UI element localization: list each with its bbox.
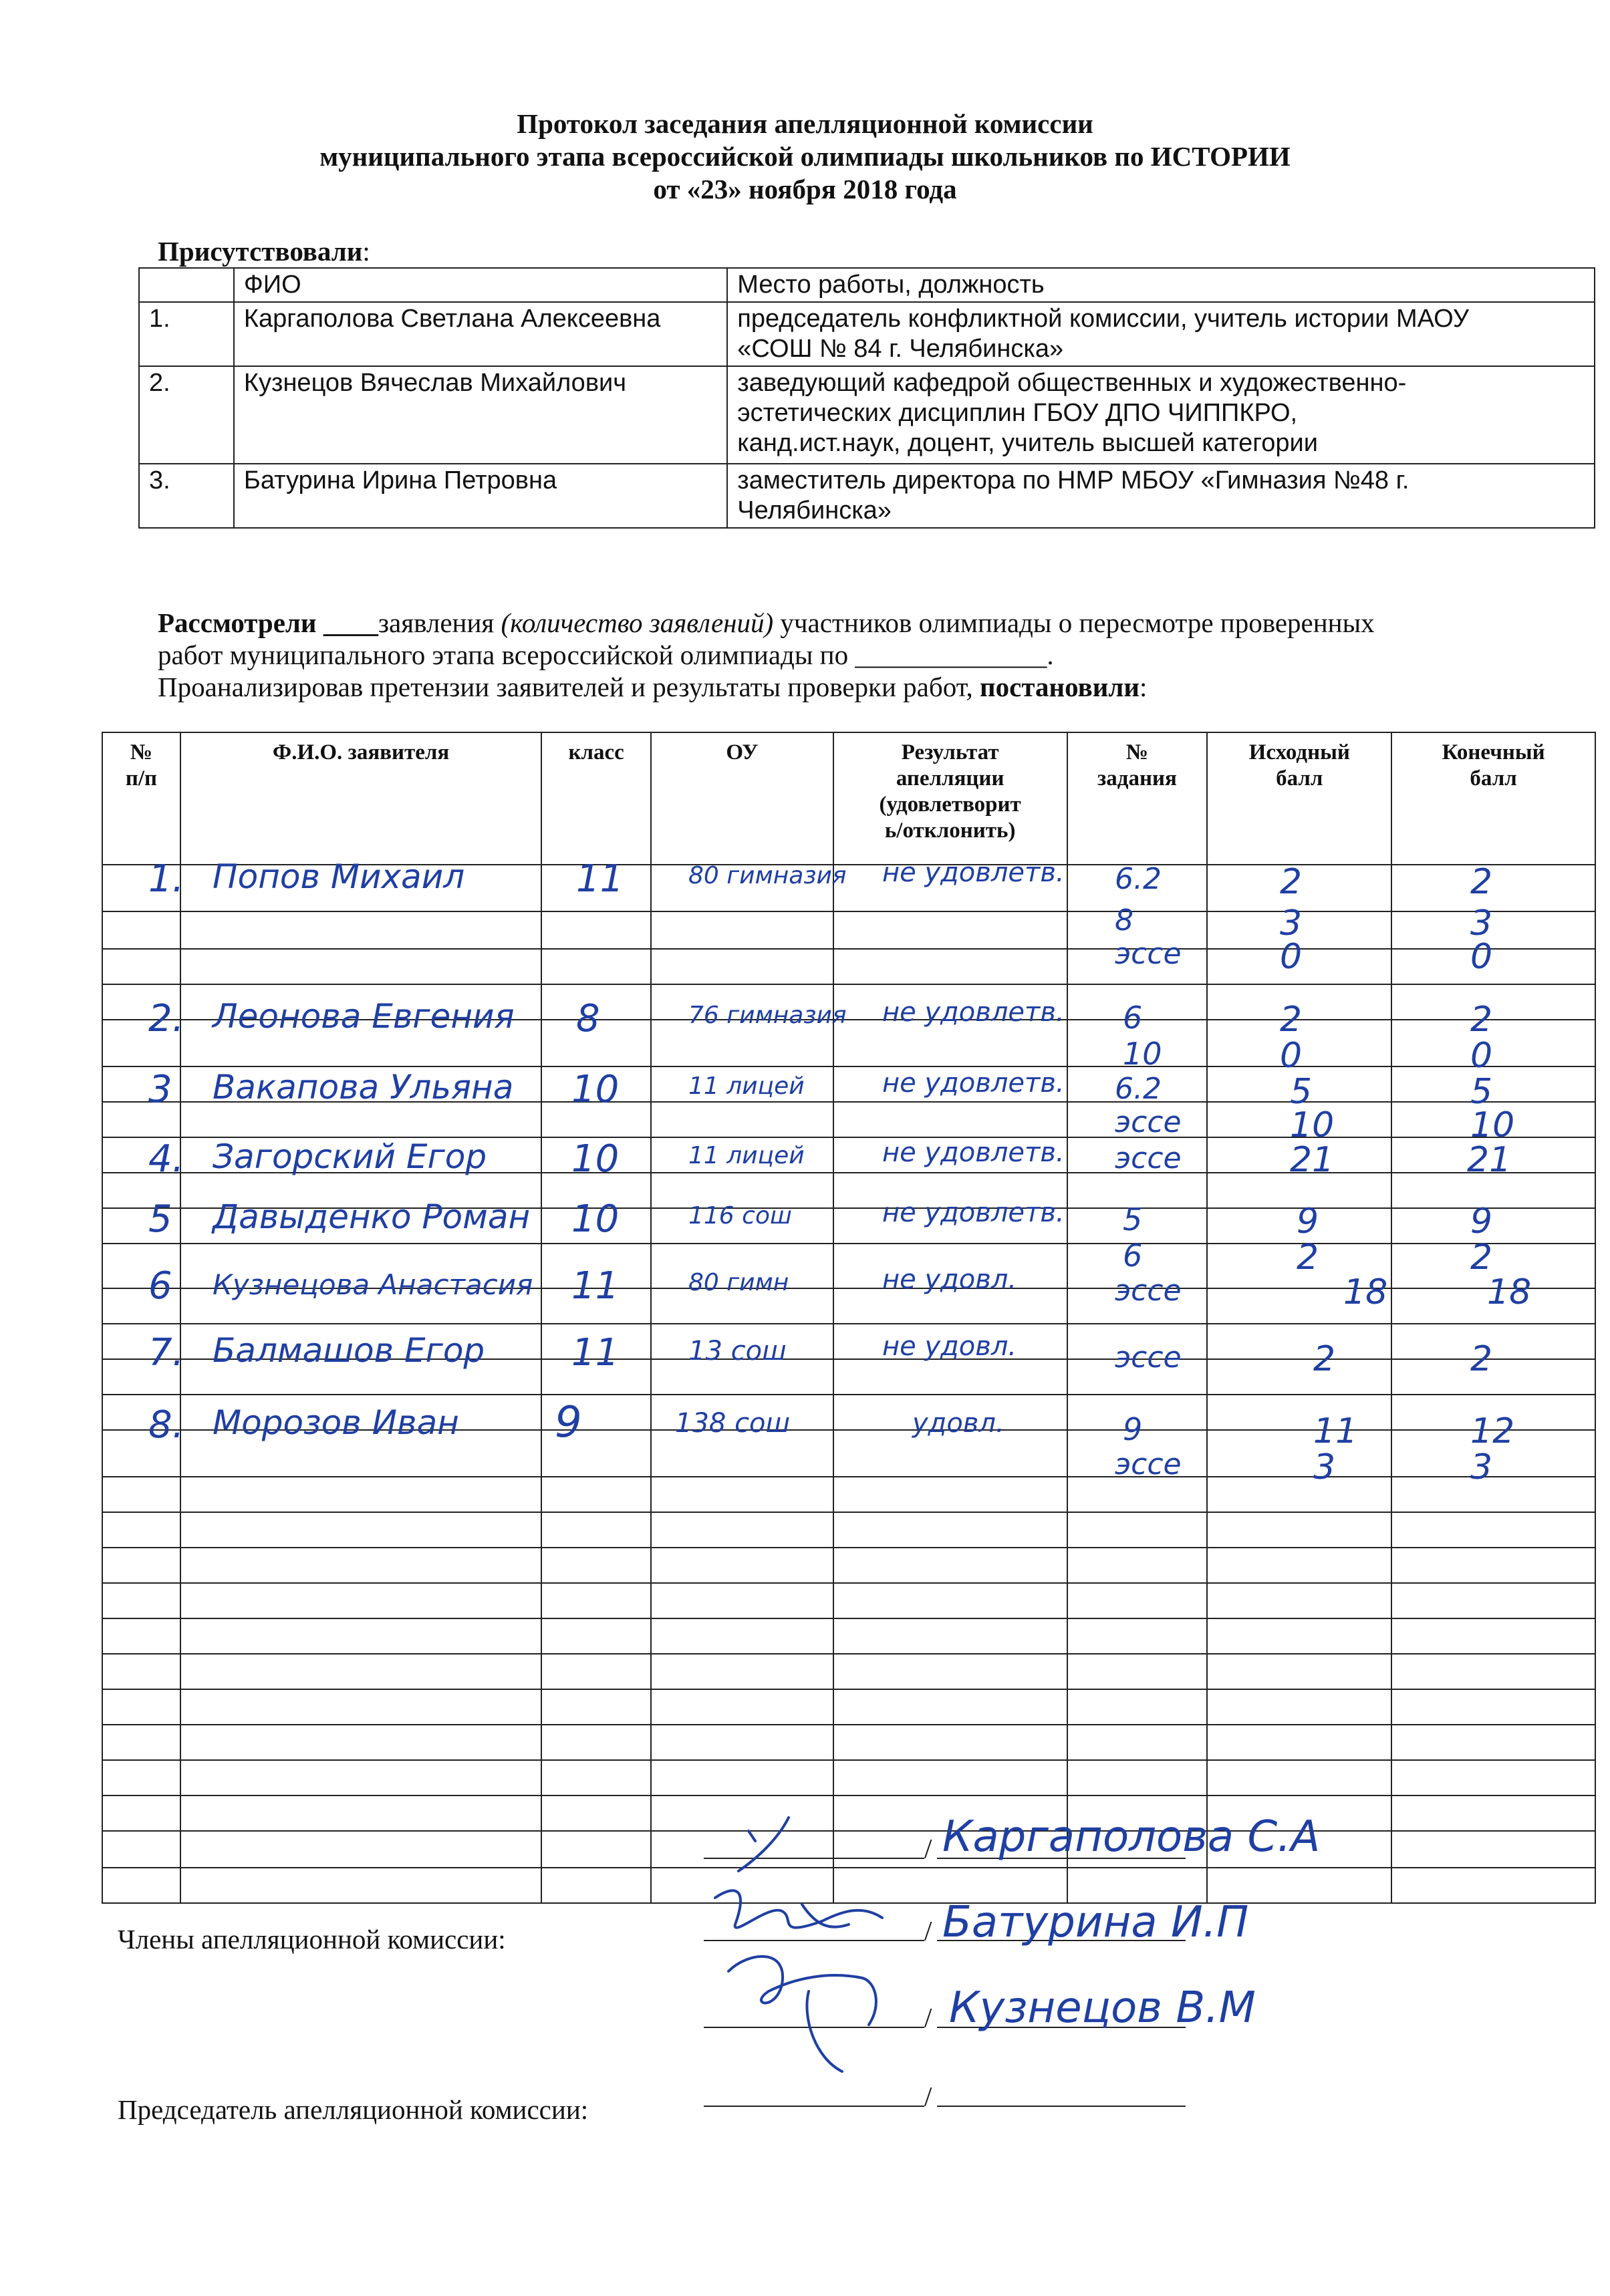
results-cell [1391, 1548, 1595, 1583]
protocol-date: от «23» ноября 2018 года [653, 174, 957, 204]
results-cell [541, 1689, 651, 1725]
entry-task: 6.2 [1115, 862, 1162, 896]
results-cell [1391, 1359, 1595, 1395]
member-name: Кузнецов Вячеслав Михайлович [234, 366, 727, 464]
entry-initial: 2 [1297, 1238, 1319, 1278]
entry-school: 11 лицей [688, 1072, 805, 1100]
results-cell [833, 1760, 1067, 1796]
results-row [102, 1477, 1595, 1512]
entry-name: Загорский Егор [213, 1137, 487, 1176]
results-row [102, 1102, 1595, 1137]
results-cell [102, 1831, 180, 1868]
results-cell [541, 1868, 651, 1903]
entry-num: 4. [148, 1137, 184, 1181]
col-fio: ФИО [234, 268, 727, 302]
results-cell [1391, 1725, 1595, 1760]
entry-initial: 0 [1280, 1036, 1303, 1076]
entry-final: 3 [1470, 903, 1493, 944]
present-table [138, 267, 1595, 529]
header-school: ОУ [651, 732, 833, 865]
entry-initial: 21 [1290, 1140, 1335, 1180]
results-cell [1067, 1689, 1208, 1725]
results-cell [541, 1512, 651, 1548]
entry-initial: 0 [1280, 937, 1303, 977]
results-cell [1067, 1654, 1208, 1689]
entry-initial: 10 [1290, 1105, 1335, 1145]
results-cell [102, 1868, 180, 1903]
results-cell [180, 1583, 541, 1618]
entry-result: не удовлетв. [882, 1068, 1065, 1099]
results-cell [1391, 1324, 1595, 1359]
results-cell [1207, 1548, 1391, 1583]
entry-num: 2. [148, 997, 184, 1040]
results-cell [102, 1796, 180, 1831]
results-cell [1207, 1583, 1391, 1618]
results-cell [651, 949, 833, 984]
name-line [937, 2106, 1186, 2107]
slash: / [924, 2081, 932, 2112]
entry-grade: 10 [571, 1068, 620, 1111]
results-cell [102, 1583, 180, 1618]
header-num: № п/п [102, 732, 180, 865]
results-cell [180, 1654, 541, 1689]
results-cell [541, 911, 651, 949]
results-cell [1207, 1689, 1391, 1725]
handwritten-name: Кузнецов В.М [949, 1983, 1256, 2033]
results-cell [180, 1102, 541, 1137]
results-cell [1391, 949, 1595, 984]
entry-school: 76 гимназия [688, 1002, 847, 1029]
results-cell [180, 1831, 541, 1868]
results-cell [180, 1796, 541, 1831]
entry-initial: 18 [1343, 1272, 1388, 1312]
results-cell [1207, 1654, 1391, 1689]
header-task: № задания [1067, 732, 1208, 865]
results-cell [833, 1512, 1067, 1548]
entry-name: Кузнецова Анастасия [213, 1268, 533, 1301]
results-cell [102, 1654, 180, 1689]
entry-school: 80 гимназия [688, 862, 847, 889]
entry-school: 138 сош [675, 1408, 791, 1439]
entry-result: не удовл. [882, 1331, 1017, 1362]
results-cell [651, 1618, 833, 1654]
results-cell [833, 1477, 1067, 1512]
results-cell [833, 911, 1067, 949]
results-cell [1391, 1654, 1595, 1689]
entry-final: 0 [1470, 937, 1493, 977]
entry-task: 10 [1123, 1036, 1162, 1072]
results-cell [651, 1689, 833, 1725]
results-cell [180, 1548, 541, 1583]
results-cell [651, 1512, 833, 1548]
results-cell [541, 1618, 651, 1654]
results-cell [833, 1102, 1067, 1137]
considered-line-3: Проанализировав претензии заявителей и результаты проверки работ, постановили: [158, 672, 1148, 702]
results-cell [541, 1796, 651, 1831]
results-cell [1391, 1583, 1595, 1618]
results-cell [102, 1548, 180, 1583]
results-row [102, 1725, 1595, 1760]
results-cell [1391, 1689, 1595, 1725]
results-cell [833, 1689, 1067, 1725]
results-cell [541, 1583, 651, 1618]
entry-grade: 11 [576, 857, 624, 901]
results-cell [102, 911, 180, 949]
results-cell [1391, 1477, 1595, 1512]
members-label: Члены апелляционной комиссии: [118, 1924, 506, 1955]
results-cell [1391, 1208, 1595, 1244]
results-cell [651, 1654, 833, 1689]
entry-final: 9 [1470, 1201, 1493, 1242]
results-cell [541, 1548, 651, 1583]
results-row [102, 1512, 1595, 1548]
results-cell [833, 1359, 1067, 1395]
slash: / [924, 1833, 932, 1864]
results-cell [541, 1654, 651, 1689]
results-cell [541, 1477, 651, 1512]
entry-task: 6 [1123, 1000, 1143, 1036]
entry-result: не удовлетв. [882, 1197, 1065, 1228]
entry-task: эссе [1115, 937, 1182, 971]
results-cell [1391, 1512, 1595, 1548]
signature-scribbles [708, 1804, 929, 2085]
results-cell [1067, 1548, 1208, 1583]
results-cell [651, 1760, 833, 1796]
entry-final: 21 [1467, 1140, 1512, 1180]
header-applicant: Ф.И.О. заявителя [180, 732, 541, 865]
results-cell [102, 949, 180, 984]
results-cell [1207, 1512, 1391, 1548]
results-cell [1207, 1477, 1391, 1512]
entry-school: 116 сош [688, 1202, 792, 1230]
results-cell [833, 1583, 1067, 1618]
results-cell [1207, 1359, 1391, 1395]
entry-initial: 9 [1297, 1201, 1319, 1242]
entry-result: не удовлетв. [882, 857, 1065, 888]
results-cell [833, 949, 1067, 984]
entry-result: не удовл. [882, 1264, 1017, 1295]
entry-initial: 3 [1280, 903, 1303, 944]
entry-grade: 10 [571, 1137, 620, 1181]
results-cell [1207, 1725, 1391, 1760]
member-place: председатель конфликтной комиссии, учитель истории МАОУ «СОШ № 84 г. Челябинска» [727, 302, 1595, 366]
entry-school: 80 гимн [688, 1269, 789, 1296]
results-cell [1391, 911, 1595, 949]
entry-task: эссе [1115, 1105, 1182, 1139]
entry-name: Давыденко Роман [213, 1197, 531, 1236]
entry-grade: 10 [571, 1197, 620, 1241]
entry-task: эссе [1115, 1274, 1182, 1308]
entry-grade: 9 [555, 1398, 582, 1447]
entry-task: эссе [1115, 1447, 1182, 1481]
results-cell [651, 1725, 833, 1760]
results-cell [651, 911, 833, 949]
results-cell [1067, 1477, 1208, 1512]
entry-result: удовл. [912, 1408, 1004, 1439]
present-header-row [139, 268, 1595, 302]
member-place: заместитель директора по НМР МБОУ «Гимназия №48 г. Челябинска» [727, 464, 1595, 528]
results-cell [180, 1760, 541, 1796]
results-cell [1067, 1725, 1208, 1760]
present-row: 2. Кузнецов Вячеслав Михайлович заведующий кафедрой общественных и художественно- эстетических дисциплин ГБОУ ДПО ЧИППКРО, канд.ист.наук, доцент, учитель высшей категории [139, 366, 1595, 464]
results-cell [1067, 1760, 1208, 1796]
results-row [102, 1548, 1595, 1583]
entry-task: эссе [1115, 1141, 1182, 1175]
results-cell [1391, 865, 1595, 911]
protocol-subtitle: муниципального этапа всероссийской олимпиады школьников по ИСТОРИИ [319, 141, 1291, 172]
chair-label: Председатель апелляционной комиссии: [118, 2094, 589, 2125]
results-cell [833, 1654, 1067, 1689]
results-cell [180, 1689, 541, 1725]
results-table [102, 732, 1596, 1904]
entry-initial: 2 [1313, 1339, 1336, 1379]
protocol-title: Протокол заседания апелляционной комиссии [517, 108, 1093, 139]
results-cell [102, 1689, 180, 1725]
entry-name: Морозов Иван [213, 1403, 459, 1442]
entry-final: 10 [1470, 1105, 1515, 1145]
results-cell [102, 1618, 180, 1654]
results-cell [541, 1760, 651, 1796]
results-cell [651, 1548, 833, 1583]
entry-initial: 2 [1280, 862, 1303, 902]
entry-final: 18 [1487, 1272, 1532, 1312]
entry-task: 5 [1123, 1201, 1143, 1238]
results-cell [1207, 1760, 1391, 1796]
entry-initial: 5 [1290, 1072, 1313, 1112]
member-name: Батурина Ирина Петровна [234, 464, 727, 528]
entry-task: 9 [1123, 1411, 1143, 1447]
results-row [102, 1618, 1595, 1654]
results-cell [180, 1618, 541, 1654]
entry-task: 6.2 [1115, 1072, 1162, 1106]
entry-num: 5 [148, 1197, 172, 1241]
results-cell [1391, 1760, 1595, 1796]
results-row [102, 911, 1595, 949]
results-cell [102, 1512, 180, 1548]
entry-initial: 11 [1313, 1411, 1358, 1451]
results-cell [833, 1725, 1067, 1760]
results-cell [833, 1548, 1067, 1583]
results-row [102, 1760, 1595, 1796]
results-cell [1207, 1618, 1391, 1654]
header-initial-score: Исходный балл [1207, 732, 1391, 865]
results-header-row [102, 732, 1595, 865]
entry-name: Попов Михаил [213, 857, 465, 896]
entry-task: 8 [1115, 903, 1133, 938]
results-cell [541, 949, 651, 984]
entry-num: 3 [148, 1068, 172, 1111]
results-cell [651, 1583, 833, 1618]
entry-result: не удовлетв. [882, 1137, 1065, 1168]
results-cell [1391, 1796, 1595, 1831]
results-cell [1391, 1831, 1595, 1868]
handwritten-name: Каргаполова С.А [942, 1812, 1321, 1862]
considered-line-1: Рассмотрели ____заявления (количество заявлений) участников олимпиады о пересмотре проверенных [158, 607, 1375, 638]
results-cell [541, 1831, 651, 1868]
entry-grade: 11 [571, 1264, 620, 1308]
results-cell [102, 1477, 180, 1512]
entry-grade: 8 [576, 997, 600, 1040]
results-cell [180, 1868, 541, 1903]
entry-final: 2 [1470, 1339, 1493, 1379]
results-cell [1207, 1324, 1391, 1359]
member-name: Каргаполова Светлана Алексеевна [234, 302, 727, 366]
results-row [102, 1654, 1595, 1689]
results-row [102, 1583, 1595, 1618]
entry-grade: 11 [571, 1331, 620, 1375]
entry-initial: 2 [1280, 1000, 1303, 1040]
results-cell [1067, 1512, 1208, 1548]
entry-final: 5 [1470, 1072, 1493, 1112]
entry-name: Леонова Евгения [213, 997, 515, 1036]
entry-task: 6 [1123, 1238, 1143, 1274]
results-cell [1391, 1868, 1595, 1903]
entry-final: 2 [1470, 1000, 1493, 1040]
signature-line [704, 2106, 924, 2107]
results-cell [651, 1102, 833, 1137]
entry-final: 0 [1470, 1036, 1493, 1076]
results-cell [541, 1725, 651, 1760]
entry-final: 2 [1470, 862, 1493, 902]
considered-line-2: работ муниципального этапа всероссийской олимпиады по ______________. [158, 639, 1054, 670]
results-cell [180, 911, 541, 949]
entry-name: Балмашов Егор [213, 1331, 485, 1370]
present-label-block: Присутствовали: [158, 236, 370, 267]
results-cell [180, 1725, 541, 1760]
header-result: Результат апелляции (удовлетворит ь/отклонить) [833, 732, 1067, 865]
entry-num: 1. [148, 857, 184, 901]
results-cell [1207, 1430, 1391, 1477]
results-cell [180, 1477, 541, 1512]
header-final-score: Конечный балл [1391, 732, 1595, 865]
results-cell [1391, 1066, 1595, 1102]
entry-task: эссе [1115, 1340, 1182, 1375]
present-row: 3. Батурина Ирина Петровна заместитель директора по НМР МБОУ «Гимназия №48 г. Челябинска» [139, 464, 1595, 528]
present-row: 1. Каргаполова Светлана Алексеевна председатель конфликтной комиссии, учитель истории МАОУ «СОШ № 84 г. Челябинска» [139, 302, 1595, 366]
entry-num: 7. [148, 1331, 184, 1375]
results-cell [651, 1477, 833, 1512]
results-cell [1207, 1395, 1391, 1430]
entry-final: 12 [1470, 1411, 1515, 1451]
slash: / [924, 2002, 932, 2033]
entry-result: не удовлетв. [882, 997, 1065, 1028]
results-cell [102, 1725, 180, 1760]
results-cell [833, 1618, 1067, 1654]
entry-initial: 3 [1313, 1447, 1336, 1487]
entry-num: 6 [148, 1264, 172, 1308]
entry-num: 8. [148, 1403, 184, 1447]
results-row [102, 949, 1595, 984]
entry-final: 2 [1470, 1238, 1493, 1278]
col-place: Место работы, должность [727, 268, 1595, 302]
results-row [102, 1689, 1595, 1725]
handwritten-name: Батурина И.П [942, 1898, 1249, 1947]
slash: / [924, 1915, 932, 1946]
results-cell [1391, 1618, 1595, 1654]
member-place: заведующий кафедрой общественных и художественно- эстетических дисциплин ГБОУ ДПО ЧИППКРО, канд.ист.наук, доцент, учитель высшей категории [727, 366, 1595, 464]
results-cell [1067, 1583, 1208, 1618]
present-label: Присутствовали [158, 236, 363, 267]
results-cell [180, 1512, 541, 1548]
entry-final: 3 [1470, 1447, 1493, 1487]
results-cell [1391, 984, 1595, 1020]
header-grade: класс [541, 732, 651, 865]
entry-school: 13 сош [688, 1336, 787, 1367]
entry-name: Вакапова Ульяна [213, 1068, 514, 1107]
entry-school: 11 лицей [688, 1142, 805, 1169]
results-cell [102, 1760, 180, 1796]
results-cell [1067, 1618, 1208, 1654]
results-cell [1391, 1020, 1595, 1066]
results-cell [180, 949, 541, 984]
